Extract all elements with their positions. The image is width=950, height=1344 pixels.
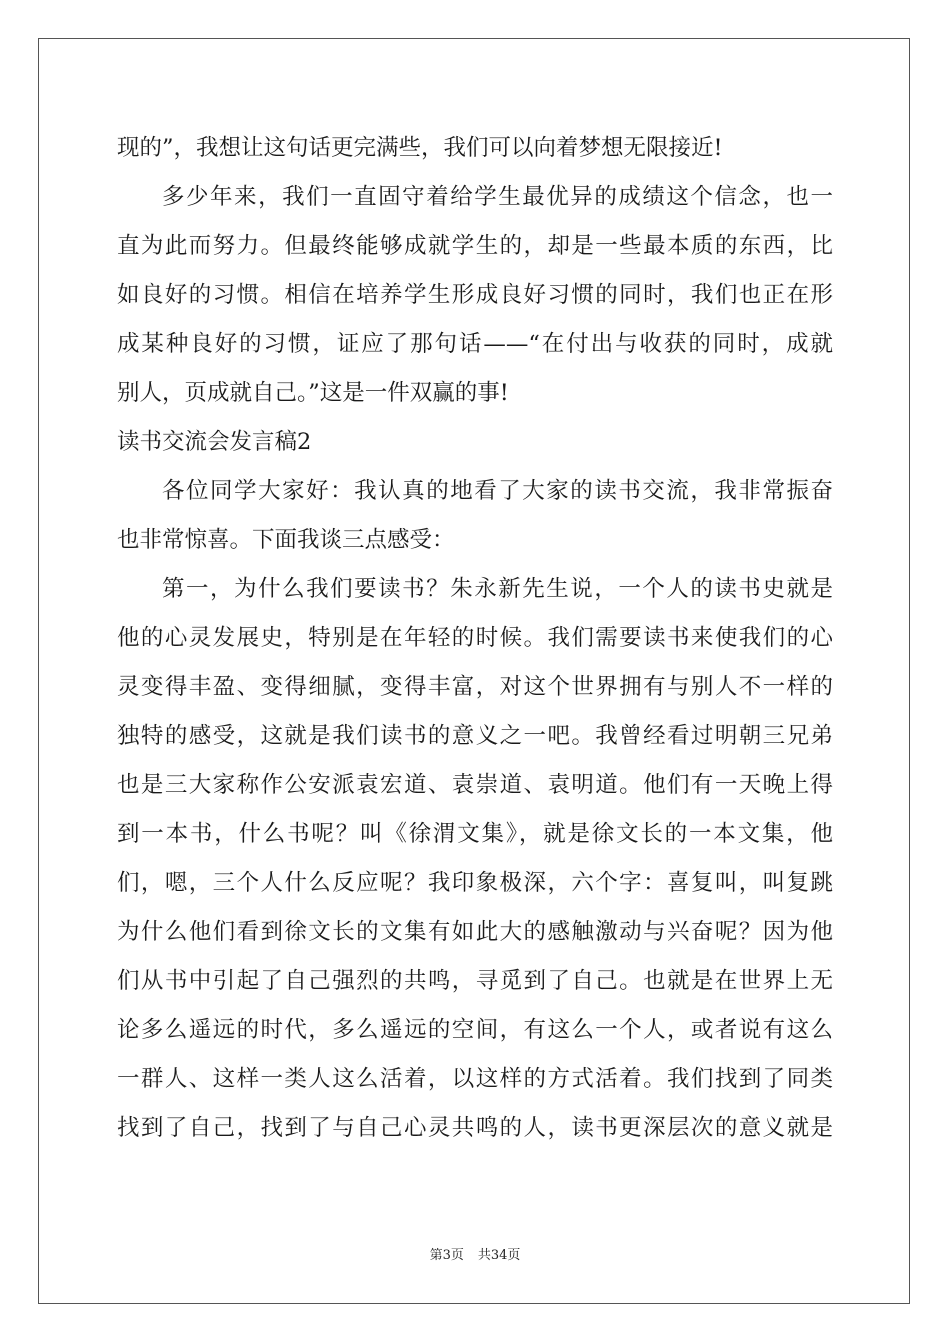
page-footer xyxy=(0,1244,950,1263)
text-line: 如良好的习惯。相信在培养学生形成良好习惯的同时，我们也正在形 xyxy=(117,282,833,308)
text-line: 多少年来，我们一直固守着给学生最优异的成绩这个信念，也一 xyxy=(162,184,833,210)
document-body xyxy=(117,124,833,1153)
section-heading: 读书交流会发言稿2 xyxy=(117,429,312,455)
text-line: 直为此而努力。但最终能够成就学生的，却是一些最本质的东西，比 xyxy=(117,233,833,259)
text-line: 论多么遥远的时代，多么遥远的空间，有这么一个人，或者说有这么 xyxy=(117,1017,833,1043)
text-line: 各位同学大家好：我认真的地看了大家的读书交流，我非常振奋 xyxy=(162,478,833,504)
text-line: 也非常惊喜。下面我谈三点感受： xyxy=(117,527,455,553)
text-line: 找到了自己，找到了与自己心灵共鸣的人，读书更深层次的意义就是 xyxy=(117,1115,833,1141)
text-line: 到一本书，什么书呢？叫《徐渭文集》，就是徐文长的一本文集，他 xyxy=(117,821,833,847)
text-line: 成某种良好的习惯，证应了那句话——“在付出与收获的同时，成就 xyxy=(117,331,833,357)
text-line: 一群人、这样一类人这么活着，以这样的方式活着。我们找到了同类 xyxy=(117,1066,833,1092)
text-line: 们从书中引起了自己强烈的共鸣，寻觅到了自己。也就是在世界上无 xyxy=(117,968,833,994)
text-line: 独特的感受，这就是我们读书的意义之一吧。我曾经看过明朝三兄弟 xyxy=(117,723,833,749)
text-line: 为什么他们看到徐文长的文集有如此大的感触激动与兴奋呢？因为他 xyxy=(117,919,833,945)
page-total: 共34页 xyxy=(477,1248,521,1263)
text-line: 们，嗯，三个人什么反应呢？我印象极深，六个字：喜复叫，叫复跳 xyxy=(117,870,833,896)
text-line: 灵变得丰盈、变得细腻，变得丰富，对这个世界拥有与别人不一样的 xyxy=(117,674,833,700)
text-line: 现的”，我想让这句话更完满些，我们可以向着梦想无限接近! xyxy=(117,135,723,161)
text-line: 别人，页成就自己。”这是一件双赢的事! xyxy=(117,380,509,406)
text-line: 他的心灵发展史，特别是在年轻的时候。我们需要读书来使我们的心 xyxy=(117,625,833,651)
text-line: 第一，为什么我们要读书？朱永新先生说，一个人的读书史就是 xyxy=(162,576,833,602)
page-number: 第3页 xyxy=(429,1248,464,1263)
text-line: 也是三大家称作公安派袁宏道、袁崇道、袁明道。他们有一天晚上得 xyxy=(117,772,833,798)
